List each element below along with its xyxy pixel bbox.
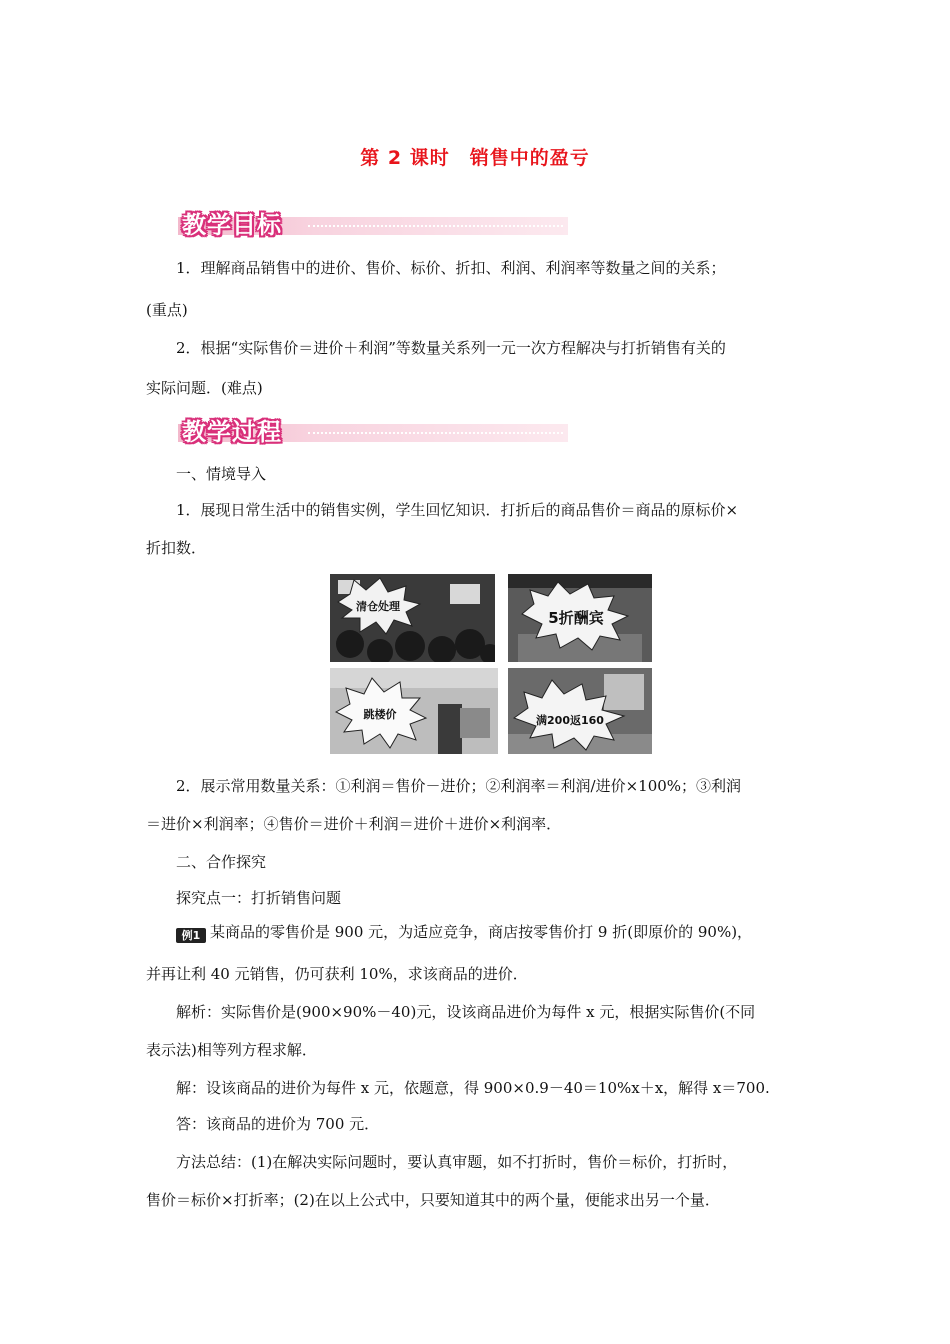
photo-caption: 满200返160	[536, 714, 604, 727]
explore-point-1: 探究点一：打折销售问题	[176, 889, 342, 907]
goal-2-line-1: 2．根据“实际售价＝进价＋利润”等数量关系列一元一次方程解决与打折销售有关的	[176, 339, 726, 357]
solution-line: 解：设该商品的进价为每件 x 元，依题意，得 900×0.9－40＝10%x＋x，解得 x＝700.	[176, 1079, 770, 1097]
sale-photo-rock-bottom	[330, 668, 498, 754]
banner-label: 教学目标	[182, 211, 282, 239]
section-banner-goals	[178, 205, 568, 237]
analysis-line-1: 解析：实际售价是(900×90%－40)元，设该商品进价为每件 x 元，根据实际售价(不同	[176, 1003, 756, 1021]
goal-1-line-1: 1．理解商品销售中的进价、售价、标价、折扣、利润、利润率等数量之间的关系；	[176, 259, 726, 277]
analysis-line-2: 表示法)相等列方程求解．	[146, 1041, 317, 1059]
section-heading-1: 一、情境导入	[176, 465, 267, 483]
banner-label: 教学过程	[182, 418, 282, 446]
sale-photo-half-price	[508, 574, 652, 662]
page-title: 第 2 课时 销售中的盈亏	[360, 147, 590, 169]
photo-caption: 清仓处理	[356, 600, 400, 613]
photo-caption: 跳楼价	[363, 708, 397, 721]
section-banner-process	[178, 412, 568, 444]
answer-line: 答：该商品的进价为 700 元．	[176, 1115, 380, 1133]
intro-2-line-1: 2．展示常用数量关系：①利润＝售价－进价；②利润率＝利润/进价×100%；③利润	[176, 777, 742, 795]
goal-1-line-2: (重点)	[146, 301, 188, 319]
banner-dots	[308, 225, 563, 227]
example-1-line-2: 并再让利 40 元销售，仍可获利 10%，求该商品的进价．	[146, 965, 528, 983]
banner-dots	[308, 432, 563, 434]
intro-2-line-2: ＝进价×利润率；④售价＝进价＋利润＝进价＋进价×利润率．	[146, 815, 562, 833]
sale-photo-rebate	[508, 668, 652, 754]
example-badge: 例1	[176, 928, 206, 943]
example-1-line-1	[176, 922, 752, 943]
goal-2-line-2: 实际问题．(难点)	[146, 379, 263, 397]
sale-photo-clearance	[330, 574, 495, 662]
example-1-text: 某商品的零售价是 900 元，为适应竞争，商店按零售价打 9 折(即原价的 90%)，	[210, 923, 753, 941]
intro-1-line-2: 折扣数．	[146, 539, 207, 557]
method-summary-line-2: 售价＝标价×打折率；(2)在以上公式中，只要知道其中的两个量，便能求出另一个量．	[146, 1191, 720, 1209]
intro-1-line-1: 1．展现日常生活中的销售实例，学生回忆知识．打折后的商品售价＝商品的原标价×	[176, 501, 739, 519]
photo-caption: 5折酬宾	[548, 609, 604, 627]
method-summary-line-1: 方法总结：(1)在解决实际问题时，要认真审题，如不打折时，售价＝标价，打折时，	[176, 1153, 738, 1171]
section-heading-2: 二、合作探究	[176, 853, 267, 871]
